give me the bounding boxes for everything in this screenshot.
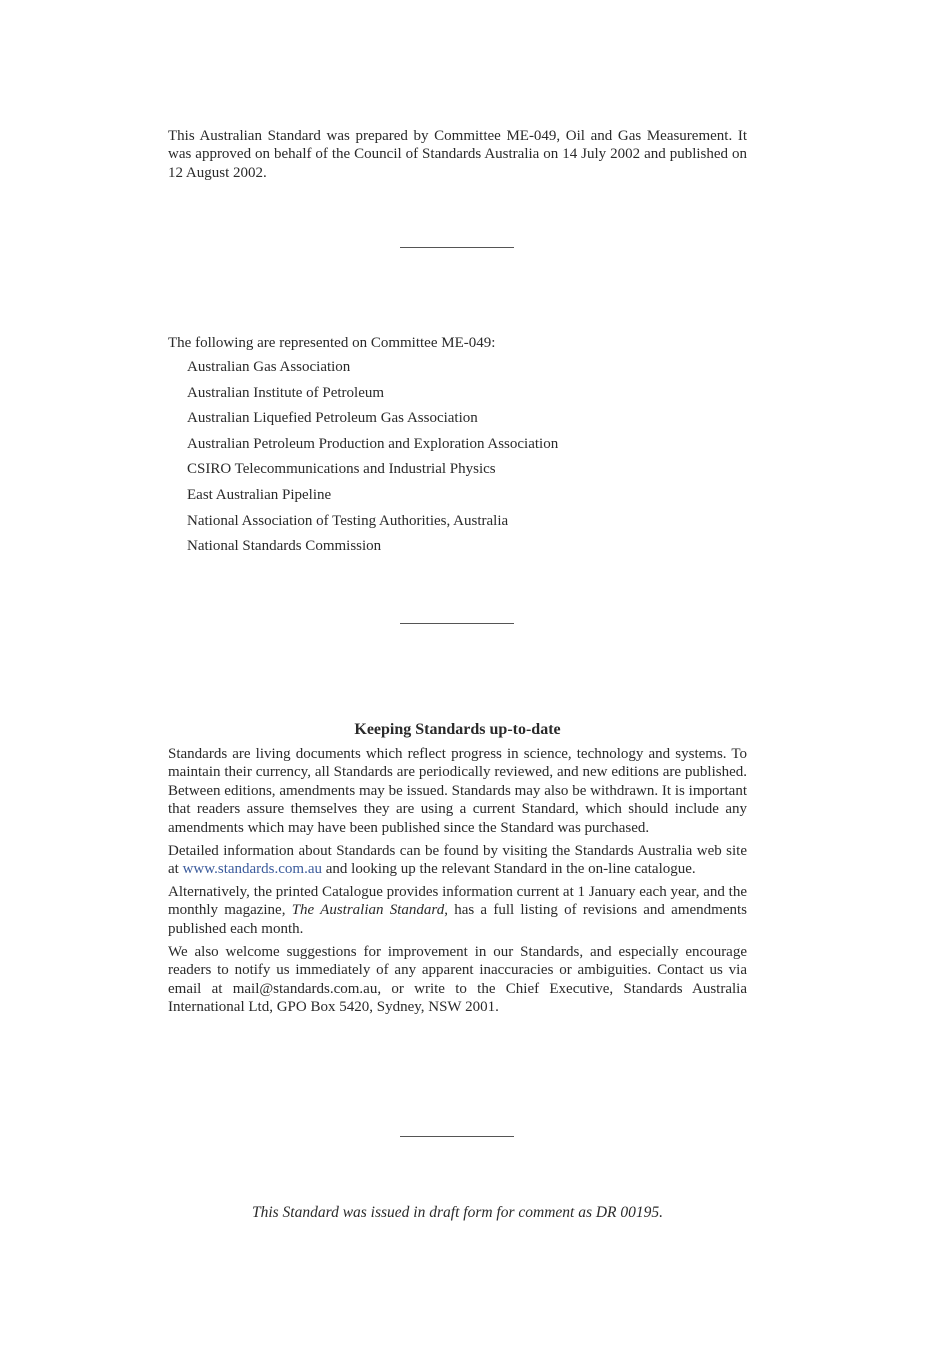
- list-item: National Association of Testing Authorities, Australia: [187, 512, 509, 529]
- paragraph-text: , has a full listing of revisions and amendments published each month.: [168, 902, 747, 937]
- committee-member-list: [187, 358, 558, 563]
- paragraph: [168, 842, 747, 879]
- preparation-section: [168, 127, 747, 182]
- list-item: Australian Petroleum Production and Exploration Association: [187, 435, 559, 452]
- list-item: CSIRO Telecommunications and Industrial Physics: [187, 461, 496, 478]
- divider-rule: [400, 1136, 514, 1137]
- divider-rule: [400, 247, 514, 248]
- committee-intro: The following are represented on Committee ME-049:: [168, 335, 496, 351]
- paragraph: [168, 883, 747, 938]
- paragraph: Standards are living documents which reflect progress in science, technology and systems. To maintain their currency, all Standards are periodically reviewed, and new editions are published. Between editions, amendments may be issued. Standards may also be withdrawn. It is important that readers assure themselves they are using a current Standard, which should include any amendments which may have been published since the Standard was purchased.: [168, 746, 747, 836]
- section-heading: Keeping Standards up-to-date: [354, 721, 561, 738]
- website-link[interactable]: www.standards.com.au: [182, 861, 322, 878]
- publication-title: The Australian Standard: [291, 902, 445, 919]
- paragraph-text: Alternatively, the printed Catalogue provides information current at 1 January each year, and the monthly magazine,: [168, 884, 747, 919]
- divider-rule: [400, 623, 514, 624]
- paragraph-text: Detailed information about Standards can be found by visiting the Standards Australia web site at: [168, 842, 747, 878]
- list-item: Australian Gas Association: [187, 359, 351, 375]
- paragraph-text: and looking up the relevant Standard in the on-line catalogue.: [322, 861, 696, 878]
- paragraph: We also welcome suggestions for improvement in our Standards, and especially encourage readers to notify us immediately of any apparent inaccuracies or ambiguities. Contact us via email at mail@standards.com.au, or write to the Chief Executive, Standards Australia International Ltd, GPO Box 5420, Sydney, NSW 2001.: [168, 943, 747, 1016]
- list-item: National Standards Commission: [187, 538, 382, 555]
- list-item: Australian Institute of Petroleum: [187, 384, 385, 401]
- keeping-standards-body: [168, 745, 747, 1021]
- list-item: East Australian Pipeline: [187, 486, 332, 503]
- draft-note: This Standard was issued in draft form for comment as DR 00195.: [251, 1204, 664, 1221]
- preparation-text: This Australian Standard was prepared by Committee ME-049, Oil and Gas Measurement. It was approved on behalf of the Council of Standards Australia on 14 July 2002 and published on 12 August 2002.: [168, 128, 747, 181]
- list-item: Australian Liquefied Petroleum Gas Association: [187, 410, 478, 427]
